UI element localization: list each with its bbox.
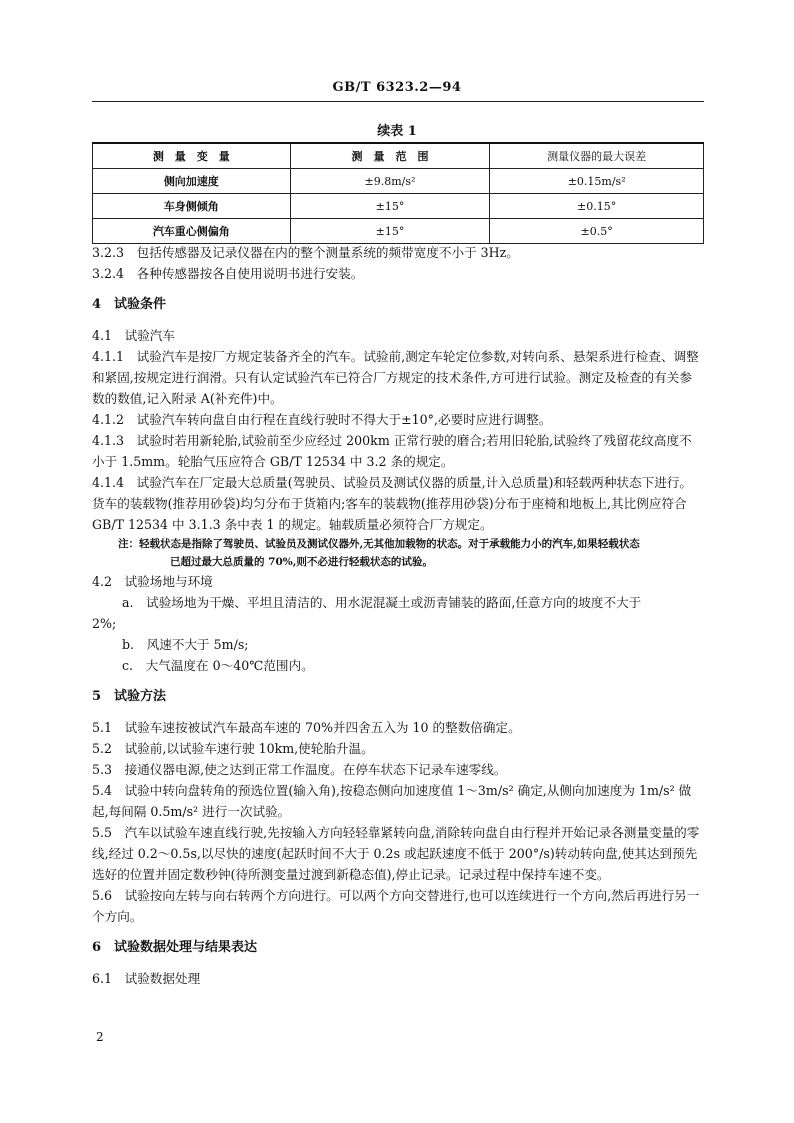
section-4-1-heading: 4.1 试验汽车 <box>92 328 175 343</box>
table-header-cell: 测量仪器的最大误差 <box>490 143 704 169</box>
table-cell: ±9.8m/s² <box>290 169 490 194</box>
section-4-heading: 4 试验条件 <box>92 297 167 312</box>
page-number: 2 <box>96 1030 104 1044</box>
table-cell: 汽车重心侧偏角 <box>93 219 291 244</box>
table-cell: 侧向加速度 <box>93 169 291 194</box>
paragraph-4-1-3: 4.1.3 试验时若用新轮胎,试验前至少应经过 200km 正常行驶的磨合;若用旧轮胎,试验终了残留花纹高度不小于 1.5mm。轮胎气压应符合 GB/T 12534 中 3.2 条的规定。 <box>92 433 692 469</box>
paragraph-5-2: 5.2 试验前,以试验车速行驶 10km,使轮胎升温。 <box>92 741 374 756</box>
note-line-1: 注：轻载状态是指除了驾驶员、试验员及测试仪器外,无其他加载物的状态。对于承载能力小的汽车,如果轻载状态 <box>118 538 640 550</box>
section-6-heading: 6 试验数据处理与结果表达 <box>92 940 258 955</box>
note <box>92 535 704 571</box>
paragraph-5-4: 5.4 试验中转向盘转角的预选位置(输入角),按稳态侧向加速度值 1～3m/s² 确定,从侧向加速度为 1m/s² 做起,每间隔 0.5m/s² 进行一次试验。 <box>92 783 692 819</box>
table-cell: ±15° <box>290 194 490 219</box>
header-rule <box>92 101 704 102</box>
table-row <box>93 219 704 244</box>
list-item-c: c. 大气温度在 0～40℃范围内。 <box>122 658 314 673</box>
section-5-heading: 5 试验方法 <box>92 689 167 704</box>
section-6-1-heading: 6.1 试验数据处理 <box>92 971 201 986</box>
table-cell: ±0.15m/s² <box>490 169 704 194</box>
table-title: 续表 1 <box>377 124 417 139</box>
table-header-row <box>93 143 704 169</box>
table-cell: 车身侧倾角 <box>93 194 291 219</box>
standard-code-header: GB/T 6323.2—94 <box>332 80 462 95</box>
paragraph-3-2-3: 3.2.3 包括传感器及记录仪器在内的整个测量系统的频带宽度不小于 3Hz。 <box>92 245 519 260</box>
paragraph-5-6: 5.6 试验按向左转与向右转两个方向进行。可以两个方向交替进行,也可以连续进行一个方向,然后再进行另一个方向。 <box>92 888 700 924</box>
paragraph-5-1: 5.1 试验车速按被试汽车最高车速的 70%并四舍五入为 10 的整数倍确定。 <box>92 720 521 735</box>
table-cell: ±0.5° <box>490 219 704 244</box>
table-cell: ±15° <box>290 219 490 244</box>
list-item-a-cont: 2%; <box>92 616 117 631</box>
paragraph-5-3: 5.3 接通仪器电源,使之达到正常工作温度。在停车状态下记录车速零线。 <box>92 762 507 777</box>
table-header-cell: 测 量 范 围 <box>290 143 490 169</box>
paragraph-4-1-1: 4.1.1 试验汽车是按厂方规定装备齐全的汽车。试验前,测定车轮定位参数,对转向系、悬架系进行检查、调整和紧固,按规定进行润滑。只有认定试验汽车已符合厂方规定的技术条件,方可进行试验。测定及检查的有关参数的数值,记入附录 A(补充件)中。 <box>92 349 699 406</box>
measurement-table <box>92 142 704 244</box>
paragraph-3-2-4: 3.2.4 各种传感器按各自使用说明书进行安装。 <box>92 266 364 281</box>
note-line-2: 已超过最大总质量的 70%,则不必进行轻载状态的试验。 <box>170 556 433 568</box>
list-item-a: a. 试验场地为干燥、平坦且清洁的、用水泥混凝土或沥青铺装的路面,任意方向的坡度不大于 <box>122 595 642 610</box>
body-text <box>92 242 704 989</box>
list-item-b: b. 风速不大于 5m/s; <box>122 637 249 652</box>
paragraph-4-1-2: 4.1.2 试验汽车转向盘自由行程在直线行驶时不得大于±10°,必要时应进行调整。 <box>92 412 552 427</box>
table-row <box>93 194 704 219</box>
table-cell: ±0.15° <box>490 194 704 219</box>
table-row <box>93 169 704 194</box>
table-header-cell: 测 量 变 量 <box>93 143 291 169</box>
paragraph-4-1-4: 4.1.4 试验汽车在厂定最大总质量(驾驶员、试验员及测试仪器的质量,计入总质量)和轻载两种状态下进行。货车的装载物(推荐用砂袋)均匀分布于货箱内;客车的装载物(推荐用砂袋)分布于座椅和地板上,其比例应符合 GB/T 12534 中 3.1.3 条中表 1 的规定。轴载质量必须符合厂方规定。 <box>92 475 692 532</box>
paragraph-5-5: 5.5 汽车以试验车速直线行驶,先按输入方向轻轻靠紧转向盘,消除转向盘自由行程并开始记录各测量变量的零线,经过 0.2～0.5s,以尽快的速度(起跃时间不大于 0.2s 或起跃速度不低于 200°/s)转动转向盘,使其达到预先选好的位置并固定数秒钟(待所测变量过渡到新稳态值),停止记录。记录过程中保持车速不变。 <box>92 825 700 882</box>
section-4-2-heading: 4.2 试验场地与环境 <box>92 574 213 589</box>
